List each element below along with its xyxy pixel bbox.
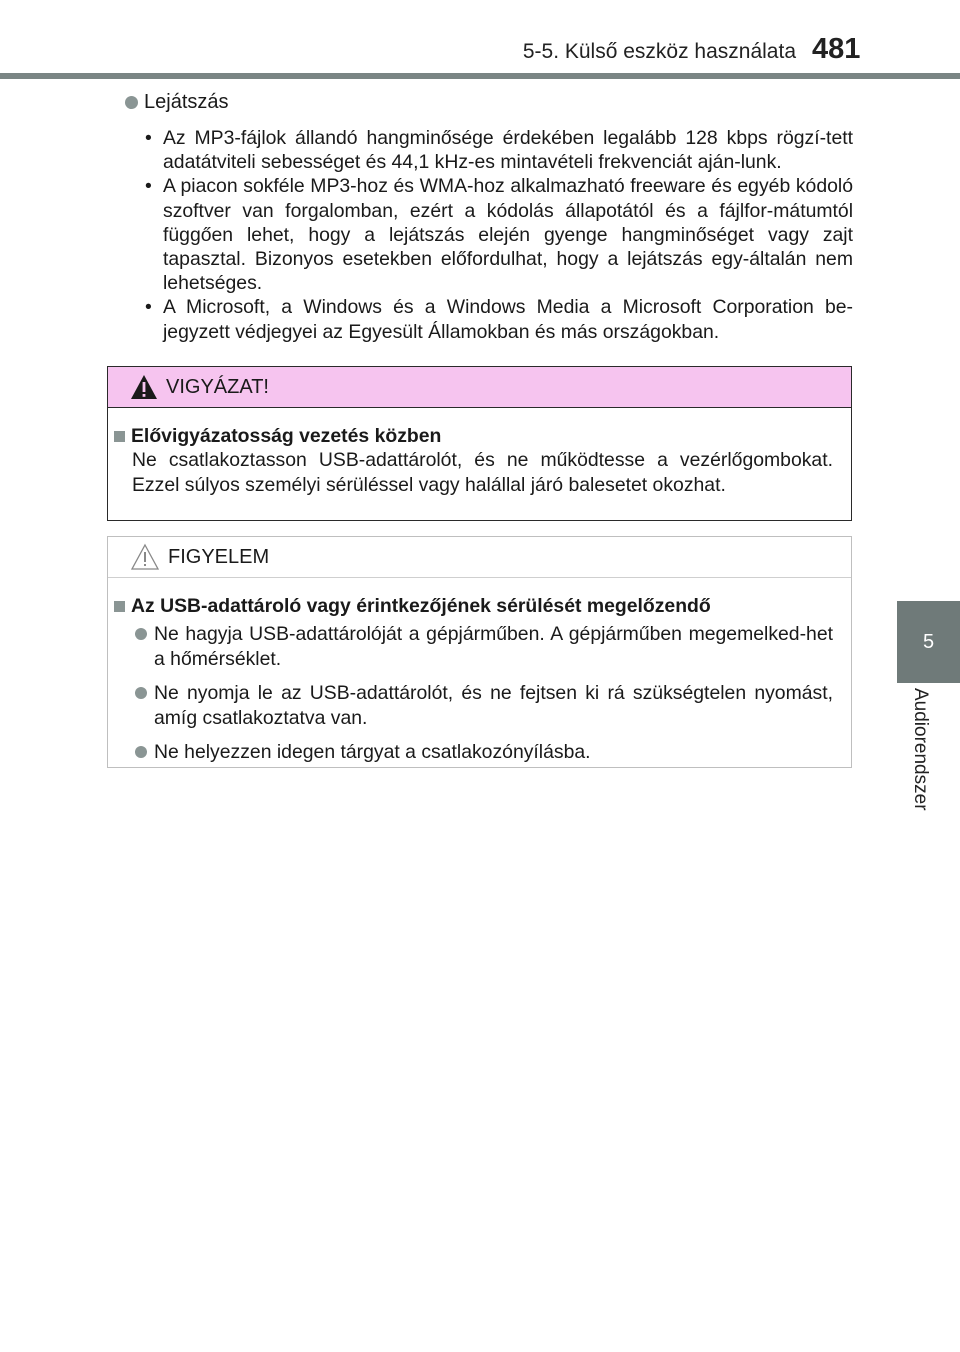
header-divider [0, 73, 960, 79]
playback-notes-list [145, 126, 853, 344]
bullet-dot-icon [125, 96, 138, 109]
warning-heading-text: Elővigyázatosság vezetés közben [131, 425, 442, 447]
notice-box-title: FIGYELEM [168, 545, 270, 568]
list-item [114, 681, 841, 730]
notice-box-header [108, 537, 851, 578]
chapter-tab: 5 [897, 601, 960, 683]
list-item: • A piacon sokféle MP3-hoz és WMA-hoz alkalmazható freeware és egyéb kódoló szoftver van forgalomban, ezért a kódolás állapotától és a fájlfor-mátumtól függően lehet, hogy a lejátszás elején gyenge hangminőséget vagy zajt tapasztal. Bizonyos esetekben előfordulhat, hogy a lejátszás egy-általán nem lehetséges. [145, 175, 853, 295]
notice-heading [114, 594, 841, 618]
chapter-label: Audiorendszer [910, 688, 931, 811]
list-item: • Az MP3-fájlok állandó hangminősége érdekében legalább 128 kbps rögzí-tett adatátviteli sebességet és 44,1 kHz-es mintavételi frekvenciát aján-lunk. [145, 127, 853, 174]
warning-box-title: VIGYÁZAT! [166, 375, 269, 398]
bullet-dot-icon [135, 687, 147, 699]
warning-heading [114, 424, 841, 448]
list-item-text: Az MP3-fájlok állandó hangminősége érdekében legalább 128 kbps rögzí-tett adatátviteli sebességet és 44,1 kHz-es mintavételi frekvenciát aján-lunk. [163, 127, 853, 174]
notice-heading-text: Az USB-adattároló vagy érintkezőjének sérülését megelőzendő [131, 595, 711, 617]
list-item-text: Ne hagyja USB-adattárolóját a gépjárműben. A gépjárműben megemelked-het a hőmérséklet. [154, 623, 833, 670]
section-heading [125, 91, 229, 114]
list-item-text: Ne nyomja le az USB-adattárolót, és ne fejtsen ki rá szükségtelen nyomást, amíg csatlakoztatva van. [154, 682, 833, 729]
list-item-text: A Microsoft, a Windows és a Windows Media a Microsoft Corporation be-jegyzett védjegyei az Egyesült Államokban és más országokban. [163, 296, 853, 343]
list-item [114, 740, 841, 765]
warning-box [107, 366, 852, 521]
warning-box-header [108, 367, 851, 408]
warning-triangle-icon [130, 374, 158, 400]
notice-box [107, 536, 852, 768]
bullet-dot-icon [135, 746, 147, 758]
section-heading-text: Lejátszás [144, 91, 229, 113]
square-bullet-icon [114, 601, 125, 612]
page-number: 481 [812, 33, 861, 65]
section-title: 5-5. Külső eszköz használata [522, 40, 796, 63]
list-item: • A Microsoft, a Windows és a Windows Media a Microsoft Corporation be-jegyzett védjegyei az Egyesült Államokban és más országokban. [145, 296, 853, 343]
notice-list [114, 622, 841, 765]
list-item-text: A piacon sokféle MP3-hoz és WMA-hoz alkalmazható freeware és egyéb kódoló szoftver van forgalomban, ezért a kódolás állapotától és a fájlfor-mátumtól függően lehet, hogy a lejátszás elején gyenge hangminőséget vagy zajt tapasztal. Bizonyos esetekben előfordulhat, hogy a lejátszás egy-általán nem lehetséges. [163, 175, 853, 295]
square-bullet-icon [114, 431, 125, 442]
warning-text: Ne csatlakoztasson USB-adattárolót, és ne működtesse a vezérlőgombokat. Ezzel súlyos személyi sérüléssel vagy halállal járó balesetet okozhat. [132, 449, 833, 496]
list-item [114, 622, 841, 671]
list-item-text: Ne helyezzen idegen tárgyat a csatlakozónyílásba. [154, 741, 591, 763]
notice-triangle-icon [130, 543, 160, 571]
bullet-dot-icon [135, 628, 147, 640]
